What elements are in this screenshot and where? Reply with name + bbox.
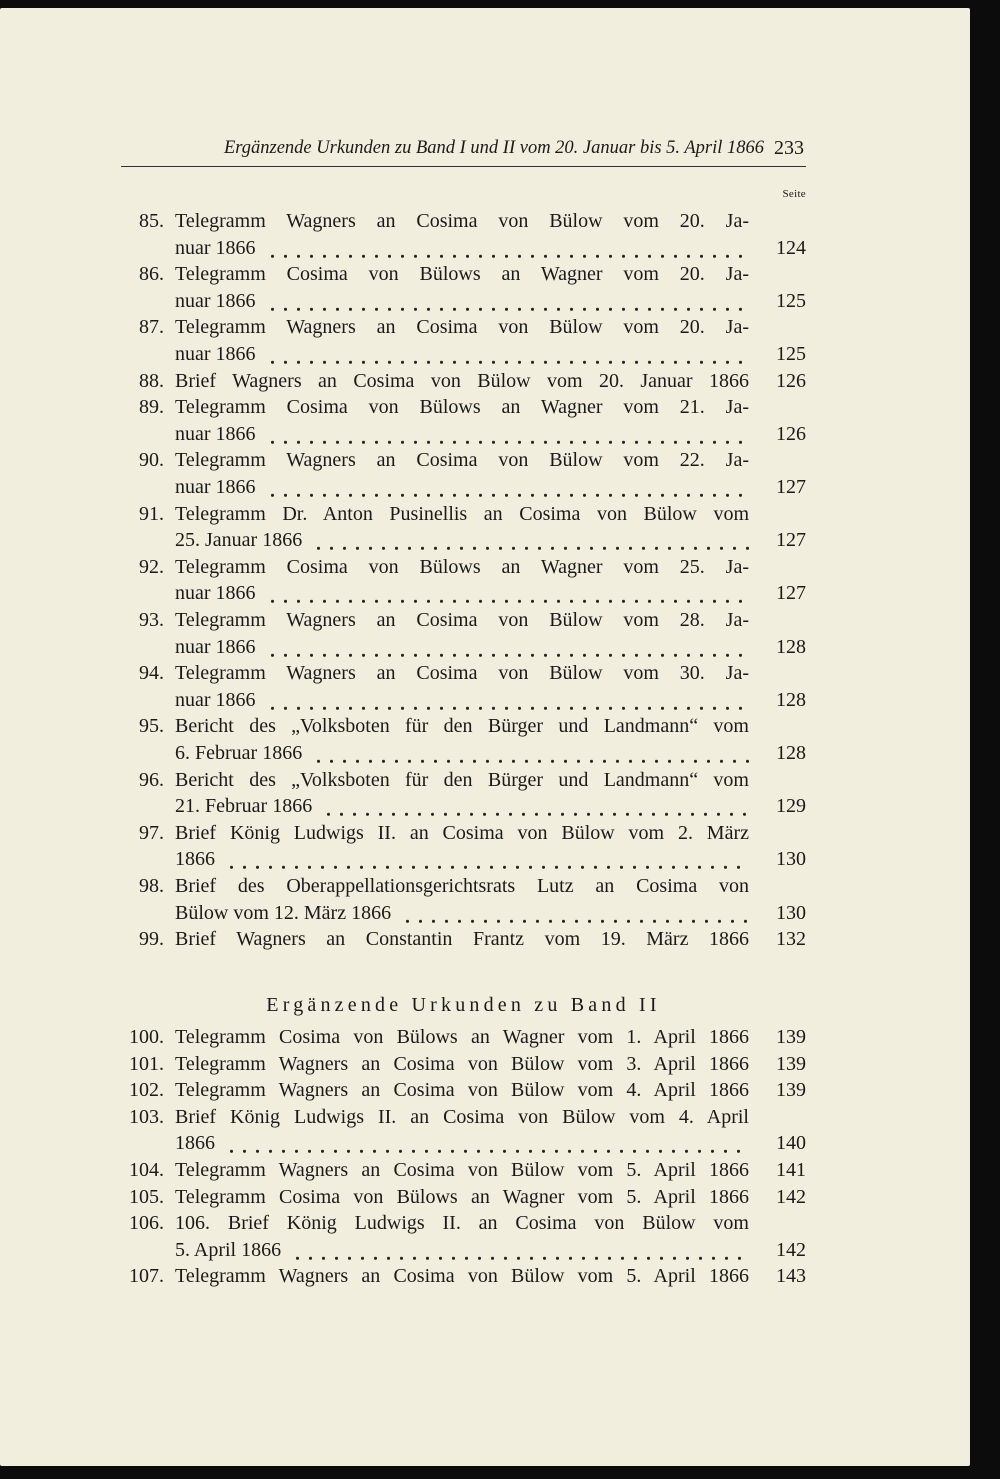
entry-page-number: 128 [776,635,806,658]
entry-page-number: 125 [776,342,806,365]
entry-number: 96. [139,768,164,791]
entry-number: 102. [129,1079,164,1102]
entry-page-number: 125 [776,289,806,312]
entry-text-line: 106. Brief König Ludwigs II. an Cosima von Bülow vom [175,1212,749,1235]
toc-entry [118,208,808,261]
entry-text-line: Telegramm Cosima von Bülows an Wagner vom 1. April 1866 [175,1026,749,1048]
entry-page-number: 142 [776,1185,806,1208]
dot-leader [322,793,749,820]
entry-text-line: 1866 [175,848,215,871]
toc-entry [118,501,808,554]
toc-entry [118,1157,808,1184]
entry-number: 98. [139,875,164,897]
entry-text-line: Telegramm Cosima von Bülows an Wagner vom 20. Ja- [175,263,749,286]
entry-text-line: Telegramm Cosima von Bülows an Wagner vom 25. Ja- [175,555,749,578]
entry-page-number: 132 [776,928,806,951]
toc-entry [118,368,808,395]
dot-leader [266,580,749,607]
dot-leader [312,527,749,554]
dot-leader [225,1130,749,1157]
toc-entry [118,1210,808,1263]
entry-number: 105. [129,1185,164,1208]
entry-text-line: nuar 1866 [175,635,256,658]
entry-text-line: nuar 1866 [175,342,256,365]
entry-number: 107. [129,1265,164,1288]
entry-number: 87. [139,316,164,339]
entry-text-line: Brief König Ludwigs II. an Cosima von Bülow vom 4. April [175,1105,749,1128]
toc-entry [118,1077,808,1104]
entry-page-number: 143 [776,1265,806,1288]
entry-number: 94. [139,662,164,685]
toc-entry [118,820,808,873]
entry-number: 89. [139,396,164,419]
entry-text-line: Telegramm Dr. Anton Pusinellis an Cosima von Bülow vom [175,502,749,525]
entry-text-line: Telegramm Wagners an Cosima von Bülow vom 5. April 1866 [175,1265,749,1288]
entry-page-number: 124 [776,236,806,259]
toc-entry [118,314,808,367]
toc-entry [118,660,808,713]
entry-page-number: 130 [776,848,806,871]
entry-number: 88. [139,369,164,392]
entry-page-number: 130 [776,901,806,924]
toc-entry [118,1184,808,1211]
entry-number: 106. [129,1212,164,1235]
entry-number: 99. [139,928,164,951]
entry-number: 100. [129,1026,164,1048]
entry-page-number: 128 [776,688,806,711]
entry-number: 86. [139,263,164,286]
entry-number: 90. [139,449,164,472]
entry-text-line: Bericht des „Volksboten für den Bürger und Landmann“ vom [175,768,749,791]
entry-text-line: 25. Januar 1866 [175,529,303,552]
entry-number: 104. [129,1159,164,1181]
entry-text-line: nuar 1866 [175,236,256,259]
entry-text-line: 21. Februar 1866 [175,795,313,818]
entry-text-line: 1866 [175,1132,215,1155]
entry-page-number: 142 [776,1238,806,1261]
entry-text-line: Telegramm Wagners an Cosima von Bülow vom 3. April 1866 [175,1052,749,1075]
dot-leader [312,740,749,767]
dot-leader [266,235,749,262]
entry-text-line: nuar 1866 [175,422,256,445]
entry-page-number: 139 [776,1026,806,1048]
toc-entry [118,873,808,926]
entry-text-line: nuar 1866 [175,475,256,498]
header-title: Ergänzende Urkunden zu Band I und II vom 20. Januar bis 5. April 1866 [223,138,764,158]
toc-entry [118,1104,808,1157]
entry-number: 95. [139,715,164,738]
dot-leader [266,474,749,501]
entry-text-line: Brief des Oberappellationsgerichtsrats Lutz an Cosima von [175,875,749,897]
dot-leader [291,1237,749,1264]
entry-text-line: 6. Februar 1866 [175,741,303,764]
entry-text-line: Telegramm Wagners an Cosima von Bülow vom 4. April 1866 [175,1079,749,1102]
toc-entry [118,1263,808,1290]
toc-entry [118,447,808,500]
entry-number: 92. [139,555,164,578]
entry-text-line: nuar 1866 [175,582,256,605]
dot-leader [266,421,749,448]
entry-number: 101. [129,1052,164,1075]
entry-page-number: 126 [776,369,806,392]
entry-text-line: nuar 1866 [175,289,256,312]
entry-number: 97. [139,821,164,844]
entry-text-line: Telegramm Wagners an Cosima von Bülow vom 22. Ja- [175,449,749,472]
entry-page-number: 141 [776,1159,806,1181]
entry-page-number: 127 [776,582,806,605]
dot-leader [225,846,749,873]
entry-text-line: Telegramm Wagners an Cosima von Bülow vom 20. Ja- [175,316,749,339]
toc-entry [118,554,808,607]
entry-number: 103. [129,1105,164,1128]
entry-text-line: Brief Wagners an Constantin Frantz vom 19. März 1866 [175,928,749,951]
entry-page-number: 139 [776,1052,806,1075]
entry-text-line: Telegramm Wagners an Cosima von Bülow vom 30. Ja- [175,662,749,685]
seite-label: Seite [782,188,806,200]
toc-entry [118,1051,808,1078]
entry-page-number: 128 [776,741,806,764]
entry-text-line: Telegramm Cosima von Bülows an Wagner vom 21. Ja- [175,396,749,419]
toc-entry [118,767,808,820]
entry-page-number: 126 [776,422,806,445]
entry-number: 93. [139,609,164,631]
entry-text-line: Brief König Ludwigs II. an Cosima von Bülow vom 2. März [175,821,749,844]
toc-entry [118,1024,808,1051]
entry-page-number: 127 [776,529,806,552]
header-page-number: 233 [774,137,804,159]
entry-number: 91. [139,502,164,525]
dot-leader [266,341,749,368]
dot-leader [266,687,749,714]
toc-entry [118,607,808,660]
entry-number: 85. [139,210,164,232]
entry-text-line: nuar 1866 [175,688,256,711]
entry-text-line: Bülow vom 12. März 1866 [175,901,392,924]
dot-leader [266,288,749,315]
entry-page-number: 127 [776,475,806,498]
entry-text-line: 5. April 1866 [175,1238,282,1261]
running-header [121,136,806,167]
entry-text-line: Telegramm Wagners an Cosima von Bülow vom 5. April 1866 [175,1159,749,1181]
book-page [0,8,970,1466]
toc-entry [118,926,808,953]
dot-leader [266,634,749,661]
entry-page-number: 129 [776,795,806,818]
toc-entry [118,713,808,766]
entry-text-line: Telegramm Wagners an Cosima von Bülow vom 28. Ja- [175,609,749,631]
section-heading: Ergänzende Urkunden zu Band II [266,994,661,1016]
entry-text-line: Bericht des „Volksboten für den Bürger und Landmann“ vom [175,715,749,738]
entry-page-number: 140 [776,1132,806,1155]
entry-text-line: Telegramm Cosima von Bülows an Wagner vom 5. April 1866 [175,1185,749,1208]
entry-text-line: Telegramm Wagners an Cosima von Bülow vom 20. Ja- [175,210,749,232]
toc-entry [118,261,808,314]
entry-text-line: Brief Wagners an Cosima von Bülow vom 20. Januar 1866 [175,369,749,392]
toc-entry [118,394,808,447]
dot-leader [401,900,749,927]
entry-page-number: 139 [776,1079,806,1102]
